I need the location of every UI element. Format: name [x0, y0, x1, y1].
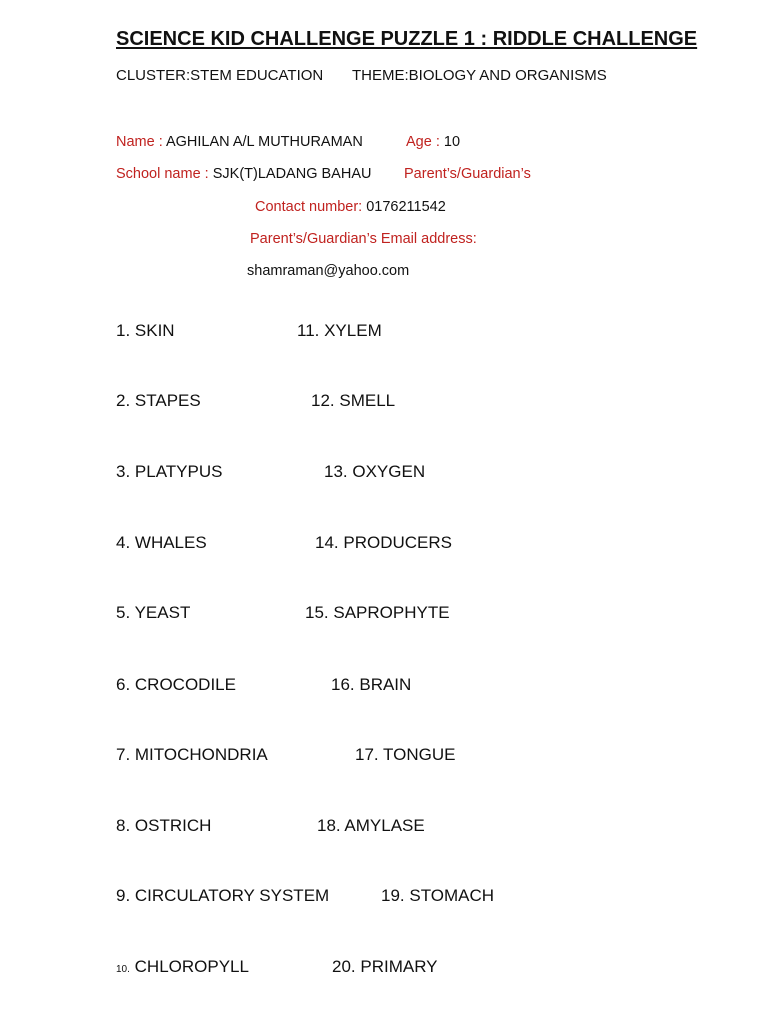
answer-item-8: 8. OSTRICH	[116, 816, 212, 835]
contact-label: Contact number:	[255, 199, 367, 215]
name-value: AGHILAN A/L MUTHURAMAN	[165, 134, 363, 150]
answer-item-1: 1. SKIN	[116, 321, 175, 340]
answer-item-4: 4. WHALES	[116, 533, 207, 552]
answer-item-9: 9. CIRCULATORY SYSTEM	[116, 886, 330, 905]
answer-item-2: 2. STAPES	[116, 391, 201, 410]
answer-item-19: 19. STOMACH	[381, 886, 495, 905]
school-label: School name :	[116, 166, 213, 182]
cluster-label: CLUSTER:STEM EDUCATION	[116, 67, 324, 84]
answer-item-17: 17. TONGUE	[355, 745, 456, 764]
answer-item-15: 15. SAPROPHYTE	[305, 603, 450, 622]
answer-item-6: 6. CROCODILE	[116, 675, 236, 694]
answer-item-16: 16. BRAIN	[331, 675, 412, 694]
answer-number-10: 10.	[116, 964, 130, 975]
answer-word-10: CHLOROPYLL	[134, 957, 249, 976]
page-title: SCIENCE KID CHALLENGE PUZZLE 1 : RIDDLE CHALLENGE	[116, 28, 698, 50]
answer-item-7: 7. MITOCHONDRIA	[116, 745, 268, 764]
answer-item-11: 11. XYLEM	[297, 321, 382, 340]
guardian-label: Parent’s/Guardian’s	[404, 166, 531, 182]
answer-item-12: 12. SMELL	[311, 391, 396, 410]
answer-item-14: 14. PRODUCERS	[315, 533, 452, 552]
answer-item-10	[116, 957, 249, 977]
contact-value: 0176211542	[366, 199, 446, 215]
email-value: shamraman@yahoo.com	[247, 263, 410, 279]
answer-item-3: 3. PLATYPUS	[116, 462, 223, 481]
age-value: 10	[443, 134, 461, 150]
answer-item-13: 13. OXYGEN	[324, 462, 426, 481]
name-label: Name :	[116, 134, 166, 150]
theme-label: THEME:BIOLOGY AND ORGANISMS	[352, 67, 607, 84]
answer-item-5: 5. YEAST	[116, 603, 191, 622]
answer-item-20: 20. PRIMARY	[332, 957, 438, 976]
age-row	[406, 134, 460, 150]
contact-row	[255, 199, 446, 215]
name-row	[116, 134, 363, 150]
answer-item-18: 18. AMYLASE	[317, 816, 425, 835]
school-row	[116, 166, 371, 182]
age-label: Age :	[406, 134, 444, 150]
email-label: Parent’s/Guardian’s Email address:	[250, 231, 477, 247]
school-value: SJK(T)LADANG BAHAU	[212, 166, 372, 182]
